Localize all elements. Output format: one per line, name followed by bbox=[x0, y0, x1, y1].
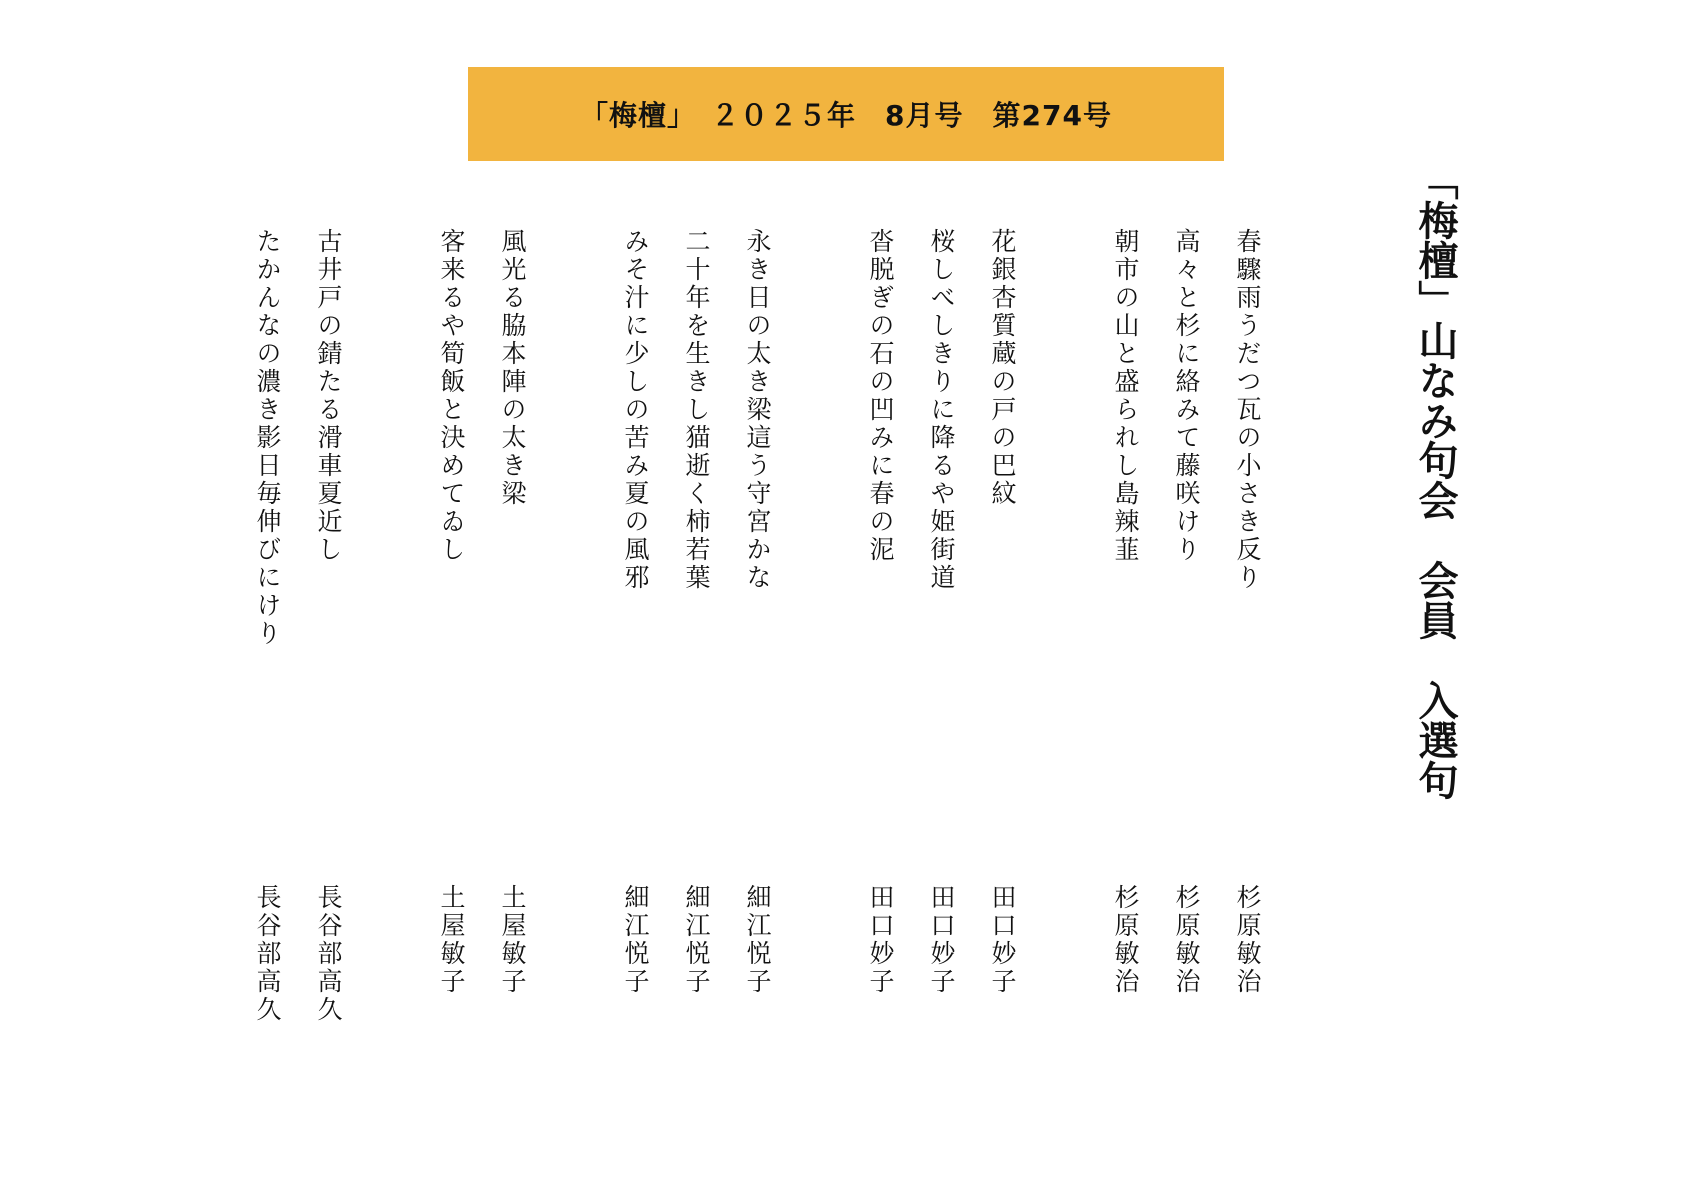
header-title: 「梅檀」 ２０２５年 8月号 第274号 bbox=[580, 99, 1112, 132]
haiku-author: 杉原敏治 bbox=[1233, 884, 1262, 996]
haiku-author: 長谷部高久 bbox=[314, 884, 343, 1024]
haiku-text: 花銀杏質蔵の戸の巴紋 bbox=[988, 228, 1017, 508]
haiku-text: みそ汁に少しの苦み夏の風邪 bbox=[621, 228, 650, 592]
haiku-author: 細江悦子 bbox=[743, 884, 772, 996]
header-banner bbox=[468, 67, 1224, 161]
haiku-author: 細江悦子 bbox=[621, 884, 650, 996]
haiku-text: 二十年を生きし猫逝く柿若葉 bbox=[682, 228, 711, 592]
haiku-author: 長谷部高久 bbox=[253, 884, 282, 1024]
haiku-author: 細江悦子 bbox=[682, 884, 711, 996]
haiku-text: 桜しべしきりに降るや姫街道 bbox=[927, 228, 956, 592]
haiku-author: 杉原敏治 bbox=[1172, 884, 1201, 996]
haiku-author: 杉原敏治 bbox=[1111, 884, 1140, 996]
haiku-author: 土屋敏子 bbox=[437, 884, 466, 996]
section-title: 「梅檀」山なみ句会 会員 入選句 bbox=[1412, 160, 1458, 800]
haiku-text: 沓脱ぎの石の凹みに春の泥 bbox=[866, 228, 895, 564]
haiku-text: 朝市の山と盛られし島辣韮 bbox=[1111, 228, 1140, 564]
haiku-text: 高々と杉に絡みて藤咲けり bbox=[1172, 228, 1201, 564]
haiku-text: 客来るや筍飯と決めてゐし bbox=[437, 228, 466, 564]
haiku-author: 土屋敏子 bbox=[498, 884, 527, 996]
haiku-text: たかんなの濃き影日毎伸びにけり bbox=[253, 228, 282, 648]
haiku-author: 田口妙子 bbox=[927, 884, 956, 996]
haiku-text: 風光る脇本陣の太き梁 bbox=[498, 228, 527, 508]
haiku-text: 永き日の太き梁這う守宮かな bbox=[743, 228, 772, 592]
haiku-author: 田口妙子 bbox=[988, 884, 1017, 996]
haiku-text: 古井戸の錆たる滑車夏近し bbox=[314, 228, 343, 564]
haiku-author: 田口妙子 bbox=[866, 884, 895, 996]
haiku-text: 春驟雨うだつ瓦の小さき反り bbox=[1233, 228, 1262, 592]
